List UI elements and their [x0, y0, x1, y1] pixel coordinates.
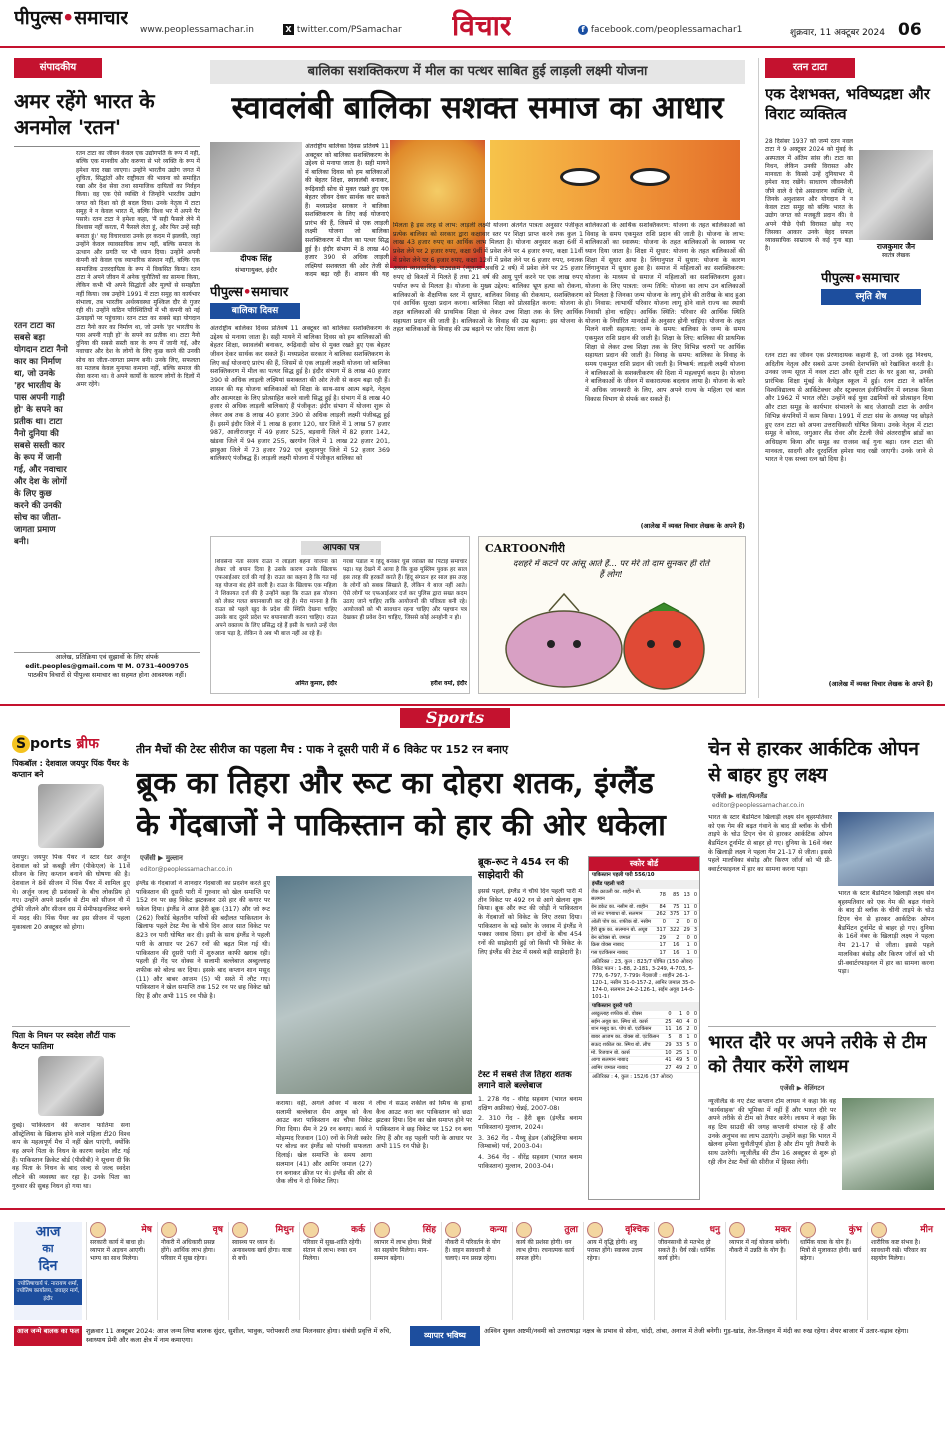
cartoon-drawing — [489, 589, 739, 691]
scoreboard-row — [589, 1049, 699, 1057]
latham-body: न्यूजीलैंड के नए टेस्ट कप्तान टॉम लाथम ने कहा कि वह 'कार्यवाहक' की भूमिका में नहीं हैं और भारत दौरे पर अपने तरीके से टीम को तैयार करेंगे। लाथम ने कहा कि वह टिम साउदी की जगह कप्तानी संभाल रहे हैं और उनके अनुभव का लाभ उठाएंगे। उन्होंने कहा कि भारत में खेलना हमेशा चुनौतीपूर्ण होता है और टीम पूरी तैयारी के साथ उतरेगी। न्यूजीलैंड की टीम 16 अक्टूबर से शुरू हो रही तीन टेस्ट मैचों की सीरीज में हिस्सा लेगी। — [708, 1098, 836, 1166]
latham-headline: भारत दौरे पर अपने तरीके से टीम को तैयार करेंगे लाथम — [708, 1026, 936, 1079]
record-item: 4. 364 गेंद - वीरेंद्र सहवाग (भारत बनाम पाकिस्तान) मुल्तान, 2003-04। — [478, 1154, 582, 1170]
zodiac-card — [512, 1222, 581, 1320]
scoreboard-table — [589, 889, 699, 958]
zodiac-sign-name: वृष — [212, 1225, 223, 1235]
section-title: विचार — [452, 9, 512, 42]
author-role: संभागायुक्त, इंदौर — [234, 266, 278, 274]
cricket-headline-1: ब्रूक का तिहरा और रूट का दोहरा शतक, इंग्लैंड — [136, 766, 654, 801]
horoscope-section — [0, 1208, 945, 1445]
batter-name: अब्दुल्लाह शफीक बो. वोक्स — [589, 1011, 663, 1018]
ratan-tata-section — [758, 58, 934, 698]
letters-title: आपका पत्र — [301, 541, 381, 555]
zodiac-sign-name: मेष — [141, 1225, 152, 1235]
batter-name: जो रूट पगबाधा बो. सलमान — [589, 911, 654, 919]
batter-stat: 29 — [683, 926, 690, 933]
business-label: व्यापार भविष्य — [410, 1326, 480, 1346]
batter-stat: 2 — [668, 934, 682, 942]
cricket-agency: एजेंसी ▶ मुल्तान — [140, 854, 183, 862]
batter-stat: 0 — [692, 1011, 699, 1018]
zodiac-sign-icon — [374, 1222, 390, 1238]
player-photo — [38, 1056, 104, 1116]
brief-2-body: दुबई। पाकिस्तान की कप्तान फातिमा सना ऑस्ट्रेलिया के खिलाफ होने वाले महिला टी20 विश्व कप के महत्वपूर्ण मैच में नहीं खेल पाएंगी, क्योंकि वह अपने पिता के निधन के कारण स्वदेश लौट गई हैं। पाकिस्तान क्रिकेट बोर्ड (पीसीबी) ने सूचना दी कि वह पिता के निधन के बाद जल्द से जल्द स्वदेश लौटने की व्यवस्था कर रहा है। उनके पिता का गुरुवार की सुबह निधन हो गया था। — [12, 1122, 130, 1190]
batter-name: क्रिस वोक्स नाबाद — [589, 942, 654, 950]
zodiac-card — [157, 1222, 226, 1320]
batter-stat: 75 — [668, 903, 682, 911]
ratan-title: एक देशभक्त, भविष्यद्रष्टा और विराट व्यक्तित्व — [765, 85, 930, 123]
batter-name: गस एटकिंसन नाबाद — [589, 950, 654, 958]
zodiac-sign-icon — [90, 1222, 106, 1238]
zodiac-sign-icon — [232, 1222, 248, 1238]
scoreboard-row — [589, 911, 699, 919]
brand-part-b: समाचार — [74, 7, 129, 29]
brief-s-icon: S — [12, 735, 30, 753]
scoreboard-row — [589, 926, 699, 934]
cricket-photo — [276, 876, 472, 1094]
logo-part-a: पीपुल्स — [821, 271, 854, 286]
logo-part-a: पीपुल्स — [210, 285, 243, 300]
zodiac-sign-text: कार्य की प्रशंसा होगी। धन लाभ होगा। रचनात्मक कार्य सफल होंगे। — [516, 1239, 575, 1262]
batter-stat: 0 — [693, 950, 697, 957]
batter-stat: 1 — [684, 1049, 691, 1057]
batter-stat: 1 — [684, 1034, 691, 1042]
article-kicker: बालिका सशक्तिकरण में मील का पत्थर साबित हुई लाड़ली लक्ष्मी योजना — [210, 60, 745, 84]
batter-stat: 3 — [693, 926, 697, 933]
batter-stat: 0 — [693, 911, 697, 918]
zodiac-sign-icon — [587, 1222, 603, 1238]
batter-stat: 16 — [674, 1026, 685, 1034]
ratan-body: रतन टाटा का जीवन एक प्रेरणादायक कहानी है, जो उनके दृढ़ निश्चय, अदितीय नेतृत्व और सबसे ऊपर उनकी देशभक्ति को रेखांकित करती है। उनका जन्म सूरत में नवल टाटा और सूनी टाटा के घर हुआ था, उनकी प्रारंभिक शिक्षा मुंबई के कैथेड्रल स्कूल में हुई। रतन टाटा ने कॉर्नेल विश्वविद्यालय से आर्किटेक्चर और स्ट्रक्चरल इंजीनियरिंग में स्नातक किया और 1962 में भारत लौटे। उन्होंने कई युवा उद्यमियों को प्रोत्साहन दिया और टाटा समूह के कार्यभार संभालने के बाद जेआरडी टाटा के अधीन विभिन्न कंपनियों में काम किया। 1991 में टाटा संस के अध्यक्ष पद छोड़ते हुए रतन टाटा को अपना उत्तराधिकारी घोषित किया। उनके नेतृत्व में टाटा समूह ने कोरस, जगुआर लैंड रोवर और टेटली जैसे अंतरराष्ट्रीय ब्रांडों का अधिग्रहण किया और समूह का राजस्व कई गुना बढ़ा। रतन टाटा की मानवता, सादगी और दूरदर्शिता हमेशा याद रखी जाएगी। उनके जाने से भारत ने एक सच्चा रत्न खो दिया है। — [765, 352, 933, 464]
batter-stat: 1 — [681, 950, 691, 958]
scoreboard-row — [589, 934, 699, 942]
batter-stat: 25 — [663, 1018, 674, 1026]
zodiac-card — [654, 1222, 723, 1320]
scoreboard-row — [589, 1011, 699, 1018]
editorial-title: अमर रहेंगे भारत के अनमोल 'रतन' — [14, 89, 155, 139]
business-text: अश्विन शुक्ल अष्टमी/नवमी को उत्तराषाढ़ा नक्षत्र के प्रभाव से सोना, चांदी, तांबा, अनाज में तेजी बनेगी। गुड़-खांड, तेल-तिलहन में मंदी का रुख रहेगा। शेयर बाजार में उतार-चढ़ाव रहेगा। — [484, 1327, 909, 1335]
ratan-label: रतन टाटा — [765, 58, 855, 78]
scoreboard-row — [589, 950, 699, 958]
editorial-label: संपादकीय — [14, 58, 102, 78]
batter-name: आमिर जमाल नाबाद — [589, 1065, 663, 1073]
zodiac-sign-name: मिथुन — [275, 1225, 294, 1235]
scoreboard-pak-first: पाकिस्तान पहली पारी 556/10 — [592, 872, 655, 878]
zodiac-card — [228, 1222, 297, 1320]
batter-stat: 16 — [668, 950, 682, 958]
zodiac-sign-text: धार्मिक यात्रा के योग हैं। मित्रों से मुलाकात होगी। खर्च बढ़ेगा। — [800, 1239, 862, 1262]
author-name: दीपक सिंह — [240, 254, 272, 263]
astrologer-credit: ज्योतिषाचार्य पं. नारायण शर्मा, ज्योतिष कार्यालय, जवाहर मार्ग, इंदौर — [14, 1279, 82, 1305]
divider — [14, 146, 200, 147]
brief-2-title: पिता के निधन पर स्वदेश लौटीं पाक कैप्टन फातिमा — [12, 1026, 130, 1052]
scoreboard-row — [589, 1065, 699, 1073]
batter-stat: 262 — [656, 911, 666, 918]
editorial-pull-quote: रतन टाटा का सबसे बड़ा योगदान टाटा नैनो कार का निर्माण था, जो उनके 'हर भारतीय के पास अपनी गाड़ी हो' के सपने का प्रतीक था। टाटा नैनो दुनिया की सबसे सस्ती कार के रूप में जानी गई, और नवाचार और देश के लोगों के लिए कुछ करने की उनकी सोच का जीता-जागता प्रमाण बनी। — [14, 321, 68, 547]
zodiac-sign-text: स्वास्थ्य पर ध्यान दें। अनावश्यक खर्च होगा। यात्रा से बचें। — [232, 1239, 292, 1262]
zodiac-sign-text: व्यापार में लाभ होगा। मित्रों का सहयोग मिलेगा। मान-सम्मान बढ़ेगा। — [374, 1239, 432, 1262]
brief-header-tag: ब्रीफ — [76, 736, 99, 752]
batter-stat: 5 — [684, 1057, 691, 1065]
author-photo — [859, 150, 933, 240]
zodiac-sign-text: आय में वृद्धि होगी। शत्रु परास्त होंगे। स्वास्थ्य उत्तम रहेगा। — [587, 1239, 643, 1262]
batter-stat: 317 — [656, 926, 666, 933]
facebook-icon: f — [578, 25, 588, 35]
batter-stat: 0 — [692, 1057, 699, 1065]
zodiac-sign-icon — [800, 1222, 816, 1238]
scoreboard-extras: अतिरिक्त : 4, कुल : 152/6 (37 ओवर) — [592, 1073, 673, 1080]
editorial-section — [14, 58, 200, 652]
article-col-2: मिलता है इस तरह से लाभ: लाड़ली लक्ष्मी योजना अंतर्गत पात्रता अनुसार पंजीकृत प्रत्येक बालिका को सरकार द्वारा कक्षावार स्तर पर शिक्षा प्राप्त करने तक कुल 1 लाख 43 हजार रुपए का आर्थिक लाभ मिलता है। योजना अनुसार कक्षा 6वीं में प्रवेश लेने पर 2 हजार रुपए, कक्षा 9वीं में प्रवेश लेने पर 4 हजार रुपए, कक्षा 11वीं में प्रवेश लेने पर 6 हजार रुपए, कक्षा 12वीं में प्रवेश लेने पर 6 हजार रुपए, स्नातक अथवा व्यावसायिक पाठ्यक्रम (न्यूनतम अवधि 2 वर्ष) में प्रवेश लेने पर 25 हजार रुपए दो किश्तों में मिलते हैं तथा 21 वर्ष की आयु पूर्ण करने पर एक लाख रुपए पर्याप्त रूप से मिलता है। योजना के मुख्य उद्देश्य: बालिका भ्रूण हत्या को रोकना, बालिकाओं के शैक्षणिक स्तर में सुधार, बालिका विवाह की रोकथाम, सशक्तिकरण एवं आर्थिक सुरक्षा प्रदान करना। बालिका शिक्षा को प्रोत्साहित करना: योजना के तहत बालिकाओं की प्राथमिक शिक्षा से लेकर उच्च शिक्षा तक के लिए आर्थिक सहायता प्रदान की जाती है। बालिकाओं के विवाह की उम्र बढ़ाना: इस योजना के तहत बालिकाओं के विवाह की उम्र बढ़ाने पर जोर दिया जाता है। — [393, 222, 583, 334]
ratan-lede: 28 दिसंबर 1937 को जन्मे रतन नवल टाटा ने 9 अक्टूबर 2024 को मुंबई के अस्पताल में अंतिम सांस ली। टाटा का निधन, लेकिन उनकी विरासत और मानवता के किस्से उन्हें दुनियाभर में हमेशा याद रखेंगे। साधारण जीवनशैली जीने वाले वे ऐसे असाधारण व्यक्ति थे, जिनके अनुशासन और योगदान ने न केवल टाटा समूह को बल्कि भारत के उद्योग जगत को मजबूती प्रदान की। वे अपने पीछे ऐसी विरासत छोड़ गए जिसका आकार उनके बेहद सफल व्यावसायिक साम्राज्य से कई गुना बड़ा है। — [765, 138, 853, 253]
cricket-body-1: इंग्लैंड के गेंदबाजों ने शानदार गेंदबाजी का प्रदर्शन करते हुए पाकिस्तान की दूसरी पारी में गुरुवार को खेल समाप्ति पर 152 रन पर छह विकेट झटककर उसे हार की कगार पर धकेल दिया। इंग्लैंड ने आज हैरी ब्रूक (317) और जो रूट (262) रिकॉर्ड बेहतरीन पारियों की बदौलत पाकिस्तान के खिलाफ पहले टेस्ट मैच के चौथे दिन आज सात विकेट पर 823 रन पारी घोषित कर दी। इसी के साथ इंग्लैंड ने पहली पारी के आधार पर 267 रनों की बढ़त मिल गई थी। पाकिस्तान की दूसरी पारी में शुरुआत काफी खराब रही। पहली ही गेंद पर वोक्स ने सलामी बल्लेबाज अब्दुल्लाह शफीक को बोल्ड कर दिया। इसके बाद कप्तान शान मसूद (11) और बाबर आजम (5) भी सस्ते में लौट गए। पाकिस्तान ने खेल समाप्ति तक 152 रन पर छह विकेट खो दिए हैं और अभी 115 रन पीछे है। — [136, 880, 270, 1000]
ratan-author-role: स्वतंत्र लेखक — [882, 252, 910, 259]
batter-stat: 0 — [654, 919, 668, 927]
cricket-headline-2: के गेंदबाजों ने पाकिस्तान को हार की ओर धकेला — [136, 808, 666, 843]
article-col-3: बालिकाओं के आर्थिक सशक्तिकरण: योजना के तहत बालिकाओं को विवाह के समय एकमुश्त राशि प्रदान की जाती है। योजना के लाभ: बालिकाओं का स्वास्थ्य: योजना के तहत बालिकाओं के स्वास्थ्य पर ध्यान दिया जाता है। शिक्षा में सुधार: योजना के तहत बालिकाओं की शिक्षा में सुधार आया है। लिंगानुपात में सुधार: योजना के कारण लिंगानुपात में सुधार हुआ है। समाज में महिलाओं का सशक्तिकरण: योजना के माध्यम से समाज में महिलाओं का सशक्तिकरण हुआ। योजना के लिए पात्रता: जन्म तिथि: योजना का लाभ उन बालिकाओं को मिलता है जिनका जन्म योजना के लागू होने की तारीख के बाद हुआ हो। निवास: लाभार्थी परिवार योजना लागू होने वाले राज्य का स्थायी निवासी होना चाहिए। आर्थिक स्थिति: परिवार की आर्थिक स्थिति योजना के निर्धारित मानदंडों के अनुसार होनी चाहिए। योजना के तहत मिलने वाली सहायता: जन्म के समय: बालिका के जन्म के समय एकमुश्त राशि प्रदान की जाती है। शिक्षा के लिए: बालिका की प्राथमिक शिक्षा से लेकर उच्च शिक्षा तक के लिए विभिन्न चरणों पर आर्थिक सहायता प्रदान की जाती है। विवाह के समय: बालिका के विवाह के समय एकमुश्त राशि प्रदान की जाती है। निष्कर्ष: लाड़ली लक्ष्मी योजना ने बालिकाओं के सशक्तीकरण की दिशा में महत्वपूर्ण कदम है। योजना ने बालिकाओं के जीवन में सकारात्मक बदलाव लाया है। योजना के बारे में अधिक जानकारी के लिए, आप अपने राज्य के महिला एवं बाल विकास विभाग से संपर्क कर सकते हैं। — [585, 222, 745, 403]
twitter-handle: twitter.com/PSamachar — [296, 25, 402, 35]
x-icon: X — [283, 24, 294, 35]
batter-stat: 2 — [684, 1026, 691, 1034]
latham-agency: एजेंसी ▶ वेलिंगटन — [780, 1084, 825, 1092]
batter-name: सईम अयूब का. स्मिथ बो. कार्स — [589, 1018, 663, 1026]
article-footnote: (आलेख में व्यक्त विचार लेखक के अपने हैं) — [640, 522, 745, 530]
cartoon-title: CARTOONगीरी — [485, 542, 566, 555]
player-photo — [38, 784, 104, 848]
twitter-link[interactable] — [283, 24, 413, 36]
batter-name: बेन स्टोक्स बो. जमाल — [589, 934, 654, 942]
eye-right-icon — [630, 168, 670, 186]
zodiac-card — [725, 1222, 794, 1320]
batter-stat: 0 — [693, 903, 697, 910]
facebook-handle: facebook.com/peoplessamachar1 — [590, 25, 743, 35]
zodiac-sign-text: सरकारी कार्य में बाधा हो। व्यापार में अड़चन आएगी। भाग्य का साथ मिलेगा। — [90, 1239, 146, 1262]
scoreboard-row — [589, 1057, 699, 1065]
zodiac-sign-name: सिंह — [422, 1225, 436, 1235]
batter-stat: 40 — [674, 1018, 685, 1026]
brief-header — [12, 734, 130, 756]
batter-name: सऊद शकील का. स्मिथ बो. लीच — [589, 1041, 663, 1049]
batter-stat: 0 — [692, 1065, 699, 1073]
scoreboard-row — [589, 1041, 699, 1049]
brief-header-word: ports — [30, 736, 72, 752]
latham-body-cont — [842, 1194, 934, 1200]
batter-stat: 0 — [681, 919, 691, 927]
batter-stat: 41 — [663, 1057, 674, 1065]
zodiac-card — [370, 1222, 439, 1320]
letter-1-sign: अमित कुमार, इंदौर — [295, 680, 337, 687]
batter-stat: 29 — [654, 934, 668, 942]
logo-part-b: समाचार — [862, 271, 900, 286]
cricket-body-2: कराया। वहीं, अगले ओवर में करस ने सलामी बल्लेबाज सैम अयूब को कैच आउट करा पाकिस्तान का चौथा विकेट गिरा दिया। सैम ने 29 रन बनाए। कार्स ने मोहम्मद रिजवान (10) रनों के निजी स्कोर पर बोल्ड कर इंग्लैंड को पांचवी सफलता दिलाई। खेल समाप्ति के समय आगा सलमान (41) और आमिर जमाल (27) रन बनाकर क्रीज पर थे। इंग्लैंड की ओर से जैक लीच ने दो विकेट लिए। — [276, 1100, 372, 1186]
birthday-text: शुक्रवार 11 अक्टूबर 2024: आज जन्म लिया बालक सुंदर, सुशील, भावुक, परोपकारी तथा मिलनसार होगा। संबंधी प्रवृत्ति में रुचि, स्वाध्याय प्रेमी और कला क्षेत्र में नाम कमाएगा। — [86, 1327, 392, 1345]
batter-stat: 13 — [681, 889, 691, 903]
letters-box — [210, 536, 470, 694]
batter-stat: 0 — [693, 934, 697, 941]
scoreboard-row — [589, 1034, 699, 1042]
horoscope-title-3: दिन — [38, 1258, 58, 1274]
batter-stat: 2 — [684, 1065, 691, 1073]
scoreboard-extras: अतिरिक्त : 23, कुल : 823/7 घोषित (150 ओवर) विकेट पतन : 1-88, 2-181, 3-249, 4-703, 5-779, 6-797, 7-799। गेंदबाजी : शाहीन 26-1-120-1, नसीम 31-0-157-2, आमिर जमाल 35-0-174-0, सलमान 24-2-126-1, सईम अयूब 14-0-101-1। — [592, 958, 696, 1000]
batter-stat: 33 — [674, 1041, 685, 1049]
lakshya-email: editor@peoplessamachar.co.in — [712, 802, 805, 809]
birthday-label: आज जन्मे बालक का फल — [14, 1326, 82, 1346]
batter-stat: 1 — [681, 942, 691, 950]
lakshya-headline: चेन से हारकर आर्कटिक ओपन से बाहर हुए लक्ष्य — [708, 738, 919, 786]
scoreboard-row — [589, 1026, 699, 1034]
batter-stat: 17 — [683, 911, 690, 918]
page-header — [0, 0, 945, 48]
batter-name: हैरी ब्रूक का. सलमान बो. अयूब — [589, 926, 654, 934]
scoreboard-eng-first: इंग्लैंड पहली पारी — [589, 880, 699, 889]
batter-stat: 11 — [663, 1026, 674, 1034]
brief-1-body: जयपुर। जयपुर पिंक पैंथर ने स्टार रेडर अर्जुन देशवाल को प्रो कबड्डी लीग (पीकेएल) के 11वें सीजन के लिए कप्तान बनाने की घोषणा की है। देशवाल ने 8वें सीजन में पिंक पैंथर में शामिल हुए थे। अर्जुन जल्द ही प्रशंसकों के बीच लोकप्रिय हो गए। उन्होंने अपने प्रदर्शन से टीम को सीजन नौ में ट्रॉफी जीतने और सीजन दस में सेमीफाइनलिस्ट बनने में मदद की। पिंक पैंथर का इस सीजन में पहला मुकाबला 20 अक्टूबर को होगा। — [12, 854, 130, 931]
scoreboard-row — [589, 889, 699, 903]
batter-stat: 0 — [692, 1018, 699, 1026]
zodiac-card — [796, 1222, 865, 1320]
zodiac-sign-icon — [658, 1222, 674, 1238]
cricket-kicker: तीन मैचों की टेस्ट सीरीज का पहला मैच : पाक ने दूसरी पारी में 6 विकेट पर 152 रन बनाए — [136, 743, 509, 756]
batter-stat: 2 — [668, 919, 682, 927]
record-item: 1. 278 गेंद - वीरेंद्र सहवाग (भारत बनाम दक्षिण अफ्रीका) चेन्नई, 2007-08। — [478, 1096, 582, 1112]
zodiac-sign-icon — [303, 1222, 319, 1238]
zodiac-sign-name: तुला — [564, 1225, 578, 1235]
zodiac-card — [867, 1222, 936, 1320]
batter-stat: 0 — [681, 934, 691, 942]
batter-stat: 0 — [692, 1049, 699, 1057]
letter-2-sign: हरीश वर्मा, इंदौर — [430, 680, 467, 687]
batter-stat: 0 — [692, 1026, 699, 1034]
page-number: 06 — [898, 20, 922, 40]
footer-email[interactable]: edit.peoples@gmail.com या M. 0731-4009705 — [25, 661, 189, 670]
batter-stat: 17 — [654, 942, 668, 950]
facebook-link[interactable] — [578, 24, 768, 36]
zodiac-sign-text: परिवार में सुख-शांति रहेगी। संतान से लाभ। रुका धन मिलेगा। — [303, 1239, 362, 1262]
batter-name: मो. रिजवान बो. कार्स — [589, 1049, 663, 1057]
article-intro: अंतर्राष्ट्रीय बालिका दिवस प्रतिवर्ष 11 अक्टूबर को बालिका सशक्तिकरण के उद्देश्य से मनाया जाता है। सही मायने में बालिका दिवस को हम बालिकाओं की बेहतर शिक्षा, स्वावलंबी बनाकर, रूढ़िवादी सोच से मुक्त रखते हुए एक बेहतर जीवन देकर सार्थक कर सकते हैं। मध्यप्रदेश सरकार ने बालिका सशक्तिकरण के लिए कई योजनाएं प्रारंभ की हैं, जिसमें से एक लाड़ली लक्ष्मी योजना जो बालिका सशक्तिकरण में मील का पत्थर सिद्ध हुई है। इंदौर संभाग में 8 लाख 40 हजार 390 से अधिक लाड़ली लक्ष्मियां सशक्तता की ओर तेजी से कदम बढ़ा रही हैं। शासन की यह — [305, 143, 389, 278]
horoscope-title-1: आज — [35, 1224, 61, 1240]
lakshya-body-cont: भारत के स्टार बैडमिंटन खिलाड़ी लक्ष्य सेन बृहस्पतिवार को एक गेम की बढ़त गंवाने के बाद डी ब्लॉक के चीनी ताइपे के चोउ टिएन चेन से हारकर आर्कटिक ओपन बैडमिंटन टूर्नामेंट से बाहर हो गए। दुनिया के 16वें नंबर के खिलाड़ी लक्ष्य ने पहला गेम 21-17 से जीता। इससे पहले मालविका बंसोड़ और किरण जॉर्ज को भी प्री-क्वार्टरफाइनल में हार का सामना करना पड़ा। — [838, 890, 934, 976]
scoreboard-row — [589, 919, 699, 927]
batter-stat: 29 — [663, 1041, 674, 1049]
batter-stat: 25 — [674, 1049, 685, 1057]
onion-icon — [506, 611, 622, 687]
batter-stat: 49 — [674, 1057, 685, 1065]
scoreboard-table — [589, 1011, 699, 1073]
brief-1-title: पिकबॉल : देशवाल जयपुर पिंक पैंथर के कप्तान बने — [12, 759, 129, 779]
batter-name: बाबर आजम का. वोक्स बो. एटकिंसन — [589, 1034, 663, 1042]
batter-name: जैक क्राउली का. शाहीन बो. सलमान — [589, 889, 654, 903]
sports-brief — [12, 734, 130, 1210]
batter-stat: 0 — [663, 1011, 674, 1018]
batter-stat: 322 — [669, 926, 680, 933]
batter-name: ओली पोप का. शफीक बो. नसीम — [589, 919, 654, 927]
batter-stat: 10 — [663, 1049, 674, 1057]
letter-1: शिवसेना नेता संजय राउत ने लाड़ली बहना योजना को लेकर जो बयान दिया है उसके कारण उनके खिलाफ एफआईआर दर्ज की गई है। राउत का कहना है कि गत मई यह योजना बंद होने वाली है। राउत के खिलाफ एक महिला ने शिकायत दर्ज की है उन्होंने कहा कि राउत इस योजना को लेकर गलत बयानबाजी कर रहे हैं। मेरा मानना है कि राउत को पहले खुद के प्रदेश की स्थिति देखना चाहिए उसके बाद दूसरे प्रदेश पर बयानबाजी करना चाहिए। राउत अपने वक्तव्य के लिए प्रसिद्ध रहे हैं इसी के चलते उन्हें जेल जाना पड़ा है, लेकिन वे अब भी बाज नहीं आ रहे हैं। — [215, 559, 337, 637]
scoreboard — [588, 856, 700, 1200]
lakshya-photo — [838, 812, 934, 886]
zodiac-card — [86, 1222, 155, 1320]
series-logo-text: पीपुल्स•समाचार — [210, 285, 289, 300]
footer-disclaimer: पाठकीय विचारों से पीपुल्स समाचार का सहमत होना आवश्यक नहीं। — [27, 670, 187, 679]
scoreboard-title: स्कोर बोर्ड — [589, 857, 699, 871]
zodiac-sign-text: नौकरी में परिवर्तन के योग हैं। वाहन सावधानी से चलाएं। मन प्रसन्न रहेगा। — [445, 1239, 501, 1262]
batter-name: आगा सलमान नाबाद — [589, 1057, 663, 1065]
batter-stat: 27 — [663, 1065, 674, 1073]
record-item: 2. 310 गेंद - हैरी ब्रूक (इंग्लैंड बनाम पाकिस्तान) मुल्तान, 2024। — [478, 1115, 582, 1132]
batter-stat: 0 — [693, 919, 697, 926]
zodiac-sign-name: धनु — [709, 1225, 720, 1235]
lakshya-body: भारत के स्टार बैडमिंटन खिलाड़ी लक्ष्य सेन बृहस्पतिवार को एक गेम की बढ़त गंवाने के बाद डी ब्लॉक के चीनी ताइपे के चोउ टिएन चेन से हारकर आर्कटिक ओपन बैडमिंटन टूर्नामेंट से बाहर हो गए। दुनिया के 16वें नंबर के खिलाड़ी लक्ष्य ने पहला गेम 21-17 से जीता। इससे पहले मालविका बंसोड़ और किरण जॉर्ज को भी प्री-क्वार्टरफाइनल में हार का सामना करना पड़ा। — [708, 814, 832, 874]
batter-stat: 0 — [692, 1034, 699, 1042]
latham-photo — [842, 1098, 934, 1190]
logo-part-b: समाचार — [251, 285, 289, 300]
batter-stat: 84 — [654, 903, 668, 911]
editorial-footer — [14, 652, 200, 692]
cricket-body-3: लीच ने सऊद शकील को स्मिथ के हाथों कैच आउट करा कर पाकिस्तान को छठा झटका दिया। दिन का खेल समाप्त होने पर पाकिस्तान ने छह विकेट पर 152 रन बना लिए हैं और वह पहली पारी के आधार पर अभी 115 रन पीछे है। — [376, 1100, 472, 1151]
ratan-author: राजकुमार जैन — [876, 242, 916, 251]
article-headline: स्वावलंबी बालिका सशक्त समाज का आधार — [231, 90, 724, 126]
zodiac-sign-icon — [161, 1222, 177, 1238]
batter-stat: 0 — [684, 1011, 691, 1018]
article-col-1: अंतर्राष्ट्रीय बालिका दिवस प्रतिवर्ष 11 अक्टूबर को बालिका सशक्तिकरण के उद्देश्य से मनाया जाता है। सही मायने में बालिका दिवस को हम बालिकाओं की बेहतर शिक्षा, स्वावलंबी बनाकर, रूढ़िवादी सोच से मुक्त रखते हुए एक बेहतर जीवन देकर सार्थक कर सकते हैं। मध्यप्रदेश सरकार ने बालिका सशक्तिकरण के लिए कई योजनाएं प्रारंभ की हैं, जिसमें से एक लाड़ली लक्ष्मी योजना जो बालिका सशक्तिकरण में मील का पत्थर सिद्ध हुई है। इंदौर संभाग में 8 लाख 40 हजार 390 से अधिक लाड़ली लक्ष्मियां सशक्तता की ओर तेजी से कदम बढ़ा रही हैं। शासन की यह योजना बालिकाओं को शिक्षा के साथ-साथ आत्म बढ़ने, नेतृत्व और आत्मरक्षा के लिए प्रोत्साहित करने वाली सिद्ध हुई है। संभाग में 8 लाख 40 हजार से अधिक लाड़ली बालिकाएं हैं पंजीकृत: इंदौर संभाग में योजना शुरू से लेकर अब तक 8 लाख 40 हजार 390 से अधिक लाड़ली लक्ष्मी पंजीबद्ध हुई हैं। इसमें इंदौर जिले में 1 लाख 8 हजार 120, धार जिले में 1 लाख 57 हजार 987, आलीराजपुर में 49 हजार 525, बड़वानी जिले में 82 हजार 142, खंडवा जिले में 94 हजार 255, खरगोन जिले में 1 लाख 22 हजार 201, झाबुआ जिले में 73 हजार 792 एवं बुरहानपुर जिले में 52 हजार 369 बालिकाएं पंजीबद्ध हैं। लाड़ली लक्ष्मी योजना में पंजीकृत बालिका को — [210, 325, 390, 463]
triple-century-title: टेस्ट में सबसे तेज तिहरा शतक लगाने वाले बल्लेबाज — [478, 1070, 572, 1091]
scoreboard-row — [589, 1018, 699, 1026]
zodiac-card — [299, 1222, 368, 1320]
batter-stat: 1 — [674, 1011, 685, 1018]
zodiac-sign-text: नौकरी में अधिकारी प्रसन्न होंगे। आर्थिक लाभ होगा। परिवार में सुख रहेगा। — [161, 1239, 216, 1262]
scoreboard-row — [589, 942, 699, 950]
zodiac-card — [441, 1222, 510, 1320]
triple-century-list — [478, 1096, 582, 1200]
durga-eyes-banner — [490, 140, 740, 220]
batter-stat: 85 — [668, 889, 682, 903]
cartoon-box — [478, 536, 746, 694]
zodiac-sign-text: शारीरिक कष्ट संभव है। सावधानी रखें। परिवार का सहयोग मिलेगा। — [871, 1239, 927, 1262]
footer-contact-note: आलेख, प्रतिक्रिया एवं सुझावों के लिए संपर्क — [55, 653, 159, 661]
letter-2: गरबा पंडाल में हिंदू बनकर घुसे व्यक्ति की पिटाई समाचार पढ़ा। यह देखने में आया है कि कुछ मुस्लिम युवक हर साल इस तरह की हरकतें करते हैं। हिंदू संगठन हर साल इस तरह के लोगों को सबक सिखाते हैं, लेकिन ये बाज नहीं आते। ऐसे लोगों पर एफआईआर दर्ज कर पुलिस द्वारा सख्त कदम उठाए जाने चाहिए ताकि आयोजनों की पवित्रता बनी रहे। आयोजकों को भी सावधान रहना चाहिए और पहचान पत्र देखकर ही प्रवेश देना चाहिए, जिससे कोई अनहोनी न हो। — [343, 559, 467, 621]
zodiac-sign-name: कन्या — [489, 1225, 507, 1235]
zodiac-sign-text: जीवनसाथी से मतभेद हो सकते हैं। धैर्य रखें। धार्मिक कार्य होंगे। — [658, 1239, 715, 1262]
zodiac-sign-icon — [516, 1222, 532, 1238]
zodiac-sign-icon — [871, 1222, 887, 1238]
horoscope-title-2: का — [42, 1242, 54, 1255]
batter-stat: 0 — [693, 942, 697, 949]
eye-left-icon — [560, 168, 600, 186]
horoscope-title-box — [14, 1222, 82, 1320]
zodiac-sign-name: मीन — [920, 1225, 933, 1235]
lakshya-agency: एजेंसी ▶ वांता/फिनलैंड — [712, 792, 768, 800]
series-tag: बालिका दिवस — [210, 303, 300, 319]
batter-stat: 17 — [654, 950, 668, 958]
sports-banner-bar — [0, 704, 945, 730]
ratan-footnote: (आलेख में व्यक्त विचार लेखक के अपने हैं) — [828, 680, 933, 688]
zodiac-card — [583, 1222, 652, 1320]
batter-name: बेन डकेट का. नसीम बो. शाहीन — [589, 903, 654, 911]
masthead-logo: पीपुल्स•समाचार — [14, 7, 129, 29]
batter-stat: 0 — [692, 889, 699, 903]
series-logo-text: पीपुल्स•समाचार — [821, 271, 900, 286]
zodiac-grid — [86, 1222, 938, 1320]
series-logo — [210, 282, 310, 322]
scoreboard-row — [589, 903, 699, 911]
batter-stat: 8 — [674, 1034, 685, 1042]
zodiac-sign-icon — [729, 1222, 745, 1238]
cricket-email: editor@peoplessamachar.co.in — [140, 866, 233, 873]
website-link[interactable]: www.peoplessamachar.in — [140, 25, 254, 35]
batter-stat: 78 — [654, 889, 668, 903]
batter-stat: 49 — [674, 1065, 685, 1073]
tomato-icon — [624, 609, 704, 689]
batter-name: शान मसूद का. पोप बो. एटकिंसन — [589, 1026, 663, 1034]
batter-stat: 5 — [663, 1034, 674, 1042]
zodiac-sign-name: वृश्चिक — [625, 1225, 649, 1235]
issue-date: शुक्रवार, 11 अक्टूबर 2024 — [790, 28, 885, 38]
batter-stat: 0 — [692, 1041, 699, 1049]
zodiac-sign-name: कर्क — [351, 1225, 365, 1235]
zodiac-sign-name: मकर — [775, 1225, 791, 1235]
record-item: 3. 362 गेंद - मैथ्यू हेडन (ऑस्ट्रेलिया बनाम जिम्बाब्वे) पर्थ, 2003-04। — [478, 1134, 582, 1151]
sports-banner: Sports — [400, 708, 510, 728]
batter-stat: 16 — [668, 942, 682, 950]
scoreboard-pak-second: पाकिस्तान दूसरी पारी — [589, 1002, 699, 1011]
author-photo — [210, 142, 302, 252]
zodiac-sign-name: कुंभ — [848, 1225, 862, 1235]
series-tag: स्मृति शेष — [821, 289, 921, 305]
batter-stat: 4 — [684, 1018, 691, 1026]
side-body: इससे पहले, इंग्लैंड ने चौथे दिन पहली पारी में तीन विकेट पर 492 रन से आगे खेलना शुरू किया। ब्रूक और रूट की जोड़ी ने पाकिस्तान के गेंदबाजों को विकेट के लिए तरसा दिया। पाकिस्तान के बड़े स्कोर के जवाब में इंग्लैंड ने पक्का जवाब दिया। इन दोनों के बीच 454 रनों की साझेदारी हुई जो किसी भी विकेट के लिए इंग्लैंड की टेस्ट में सबसे बड़ी साझेदारी है। — [478, 888, 582, 956]
zodiac-sign-icon — [445, 1222, 461, 1238]
editorial-body: रतन टाटा का जीवन केवल एक उद्योगपति के रूप में नहीं, बल्कि एक मानवीय और करुणा से भरे व्यक्ति के रूप में हमेशा याद रखा जाएगा। उन्होंने भारतीय उद्योग जगत में शुचिता, सिद्धांतों और राष्ट्रीयता की भावना को समाहित रखा और देश सेवा तथा सामाजिक दायित्वों का निर्वहन किया। वह एक ऐसे व्यक्ति थे जिन्होंने भारतीय उद्योग जगत को दिशा को ही बदल दिया। उनके नेतृत्व में टाटा समूह ने न केवल भारत में, बल्कि विश्व भर में अपने पैर पसारे। रतन टाटा ने हमेशा कहा, 'मैं सही फैसले लेने में विश्वास नहीं करता, मैं फैसले लेता हूं, और फिर उन्हें सही बनाता हूं।' यह विचारधारा उनके हर कदम में झलकी, जहां उन्होंने केवल व्यावसायिक लाभ नहीं, बल्कि समाज के उत्थान और प्रगति पर भी ध्यान दिया। उन्होंने अपनी कंपनी को केवल एक व्यापारिक संस्थान नहीं, बल्कि एक सामाजिक उत्तरदायित्व के रूप में विकसित किया। रतन टाटा ने अपने जीवन में अनेक चुनौतियों का सामना किया, लेकिन कभी भी अपने सिद्धांतों और मूल्यों से समझौता नहीं किया। जब उन्होंने 1991 में टाटा समूह का कार्यभार संभाला, तब भारतीय अर्थव्यवस्था मुश्किल दौर से गुजर रही थी। उन्होंने कठिन परिस्थितियों में भी कंपनी को नई ऊंचाइयों पर पहुंचाया। रतन टाटा का सबसे बड़ा योगदान टाटा नैनो कार का निर्माण था, जो उनके 'हर भारतीय के पास अपनी गाड़ी हो' के सपने का प्रतीक था। टाटा नैनो दुनिया की सबसे सस्ती कार के रूप में जानी गई, और नवाचार और देश के लोगों के लिए कुछ करने की उनकी सोच का जीता-जागता प्रमाण बनी। उनके लिए, सफलता का मतलब केवल मुनाफा कमाना नहीं, बल्कि समाज की सेवा करना था। वे अपने कार्यों के कारण लोगों के दिलों में अमर रहेंगे। — [76, 150, 200, 389]
batter-stat: 5 — [684, 1041, 691, 1049]
cartoon-caption: दशहरे में कटने पर आंसू आते हैं... पर मेरे तो दाम सुनकर ही रोते हैं लोग! — [512, 559, 710, 580]
brand-part-a: पीपुल्स — [14, 7, 63, 29]
batter-stat: 375 — [669, 911, 680, 918]
zodiac-sign-text: व्यापार में नई योजना बनेगी। नौकरी में उन्नति के योग हैं। — [729, 1239, 790, 1254]
batter-stat: 11 — [683, 903, 690, 910]
side-headline: ब्रूक-रूट ने 454 रन की साझेदारी की — [478, 857, 569, 881]
